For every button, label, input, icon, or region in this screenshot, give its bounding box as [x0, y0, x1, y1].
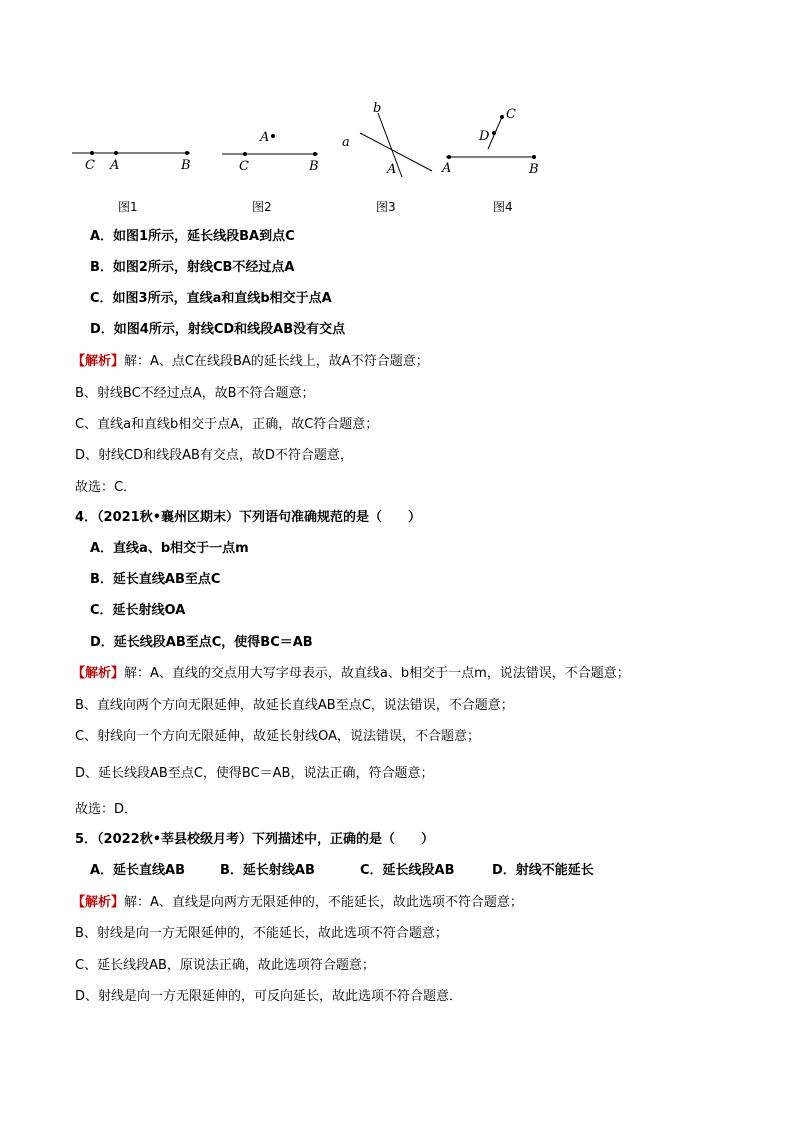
q4-analysis-line-1: [72, 666, 630, 682]
q4-analysis-text-1: 解：A、直线的交点用大写字母表示，故直线a、b相交于一点m，说法错误，不合题意；: [124, 666, 630, 681]
fig3-label-b: b: [373, 101, 382, 116]
fig4-label-a: A: [442, 161, 452, 176]
figure-1: [72, 151, 191, 214]
q4-option-d: D．延长线段AB至点C，使得BC＝AB: [90, 635, 313, 650]
q3-option-d: D．如图4所示，射线CD和线段AB没有交点: [90, 322, 346, 337]
figures-svg: [60, 95, 580, 225]
q4-title: 4．（2021秋•襄州区期末）下列语句准确规范的是（ ）: [75, 510, 422, 525]
figure-3: [342, 101, 432, 214]
q4-analysis-line-2: B、直线向两个方向无限延伸，故延长直线AB至点C，说法错误，不合题意；: [75, 698, 514, 713]
q4-option-b: B．延长直线AB至点C: [90, 572, 221, 587]
fig4-caption: 图4: [493, 200, 513, 214]
q5-title: 5．（2022秋•莘县校级月考）下列描述中，正确的是（ ）: [75, 832, 435, 847]
fig2-label-c: C: [239, 159, 249, 174]
q3-analysis-text-1: 解：A、点C在线段BA的延长线上，故A不符合题意；: [124, 354, 429, 369]
fig1-caption: 图1: [118, 200, 138, 214]
figures-row: [60, 95, 580, 225]
q5-analysis-line-3: C、延长线段AB，原说法正确，故此选项符合题意；: [75, 958, 375, 973]
q5-analysis-line-1: [72, 895, 523, 911]
fig2-label-a: A: [260, 130, 270, 145]
fig1-label-c: C: [85, 158, 95, 173]
fig3-label-a-point: A: [387, 162, 397, 177]
q5-analysis-line-2: B、射线是向一方无限延伸的，不能延长，故此选项不符合题意；: [75, 926, 448, 941]
q4-analysis-tag: 【解析】: [72, 666, 125, 681]
q5-options: [90, 863, 594, 879]
fig2-label-b: B: [309, 159, 319, 174]
fig2-caption: 图2: [252, 200, 272, 214]
q3-analysis-tag: 【解析】: [72, 354, 125, 369]
figure-2: [222, 130, 319, 214]
q3-analysis-line-3: C、直线a和直线b相交于点A，正确，故C符合题意；: [75, 417, 379, 432]
q4-option-c: C．延长射线OA: [90, 603, 186, 618]
q3-option-a: A．如图1所示，延长线段BA到点C: [90, 229, 295, 244]
q4-analysis-line-5: 故选：D．: [75, 802, 138, 817]
q4-analysis-line-3: C、射线向一个方向无限延伸，故延长射线OA，说法错误，不合题意；: [75, 729, 480, 744]
fig4-label-d: D: [479, 129, 490, 144]
q3-analysis-line-2: B、射线BC不经过点A，故B不符合题意；: [75, 386, 315, 401]
q5-option-c: C．延长线段AB: [360, 863, 455, 878]
fig4-label-c: C: [506, 107, 516, 122]
fig4-label-b: B: [529, 162, 539, 177]
q3-analysis-line-1: [72, 354, 429, 370]
fig1-label-a: A: [110, 158, 120, 173]
fig3-caption: 图3: [376, 200, 396, 214]
q4-analysis-line-4: D、延长线段AB至点C，使得BC＝AB，说法正确，符合题意；: [75, 766, 434, 781]
q3-analysis-line-4: D、射线CD和线段AB有交点，故D不符合题意，: [75, 448, 353, 463]
q3-analysis-line-5: 故选：C．: [75, 480, 137, 495]
q5-analysis-tag: 【解析】: [72, 895, 125, 910]
q5-analysis-text-1: 解：A、直线是向两方无限延伸的，不能延长，故此选项不符合题意；: [124, 895, 523, 910]
q3-option-b: B．如图2所示，射线CB不经过点A: [90, 260, 295, 275]
q3-option-c: C．如图3所示，直线a和直线b相交于点A: [90, 291, 332, 306]
q5-option-a: A．延长直线AB: [90, 863, 186, 878]
q5-analysis-line-4: D、射线是向一方无限延伸的，可反向延长，故此选项不符合题意．: [75, 989, 463, 1004]
q5-option-d: D．射线不能延长: [492, 863, 594, 878]
fig1-label-b: B: [181, 158, 191, 173]
fig3-label-a-line: a: [342, 135, 350, 150]
q5-option-b: B．延长射线AB: [220, 863, 315, 878]
figure-4: [441, 107, 539, 214]
q4-option-a: A．直线a、b相交于一点m: [90, 541, 249, 556]
